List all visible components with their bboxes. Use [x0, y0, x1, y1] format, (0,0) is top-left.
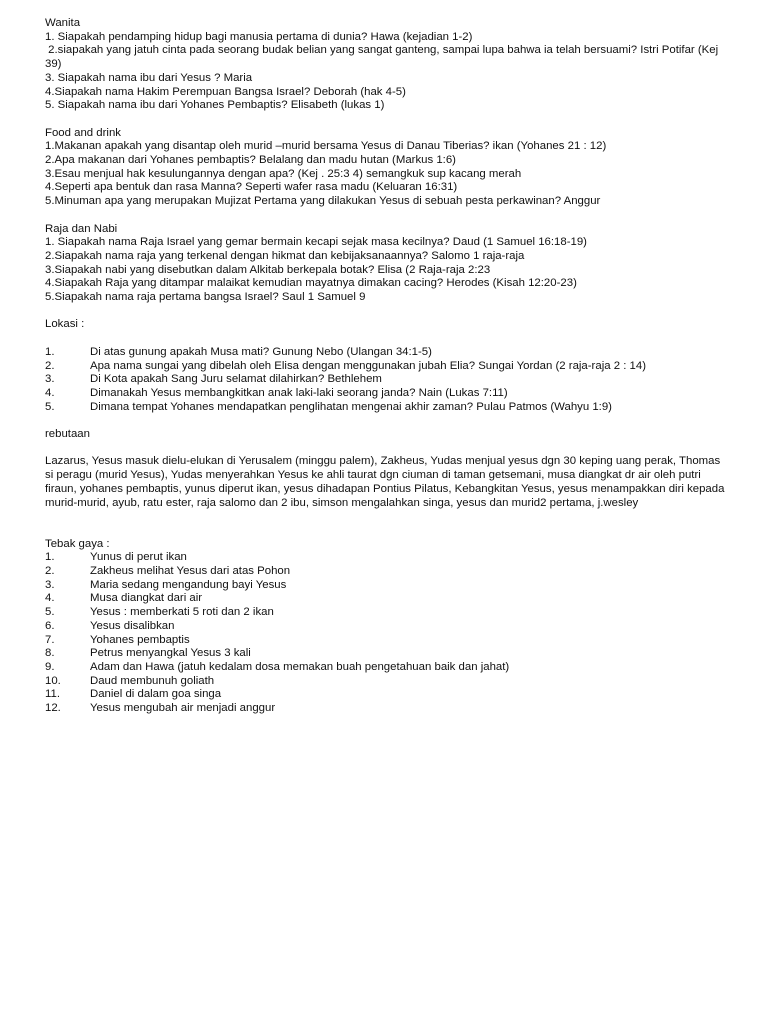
item-number: 8. — [45, 647, 55, 660]
question-line: 4.Siapakah nama Hakim Perempuan Bangsa Israel? Deborah (hak 4-5) — [45, 85, 406, 98]
item-text: Zakheus melihat Yesus dari atas Pohon — [90, 565, 291, 577]
spacer — [45, 113, 725, 127]
item-text: Petrus menyangkal Yesus 3 kali — [90, 647, 251, 660]
question-line: 3.Siapakah nabi yang disebutkan dalam Alkitab berkepala botak? Elisa (2 Raja-raja 2:23 — [45, 263, 491, 276]
section-heading-food: Food and drink — [45, 126, 121, 139]
question-line: 5. Siapakah nama ibu dari Yohanes Pembaptis? Elisabeth (lukas 1) — [45, 99, 385, 112]
list-item — [45, 373, 725, 387]
item-text: Yesus : memberkati 5 roti dan 2 ikan — [90, 606, 274, 619]
item-number: 1. — [45, 551, 55, 564]
item-number: 9. — [45, 660, 55, 673]
item-number: 12. — [45, 702, 61, 715]
section-heading-wanita: Wanita — [45, 17, 81, 29]
list-item — [45, 688, 725, 702]
item-text: Dimana tempat Yohanes mendapatkan penglihatan mengenai akhir zaman? Pulau Patmos (Wahyu 1:9) — [90, 400, 612, 413]
item-number: 2. — [45, 565, 55, 577]
list-item — [45, 401, 725, 415]
item-text: Yohanes pembaptis — [90, 633, 190, 646]
list-item — [45, 647, 725, 661]
item-text: Yunus di perut ikan — [90, 551, 187, 564]
item-number: 7. — [45, 633, 55, 646]
spacer — [45, 305, 725, 319]
list-item — [45, 579, 725, 593]
list-item — [45, 551, 725, 565]
list-item — [45, 346, 725, 360]
item-text: Di Kota apakah Sang Juru selamat dilahirkan? Bethlehem — [90, 373, 382, 386]
item-number: 4. — [45, 386, 55, 399]
question-line: 1. Siapakah pendamping hidup bagi manusia pertama di dunia? Hawa (kejadian 1-2) — [45, 30, 473, 43]
question-line: 3.Esau menjual hak kesulungannya dengan apa? (Kej . 25:3 4) semangkuk sup kacang merah — [45, 167, 522, 180]
item-number: 11. — [45, 688, 60, 701]
list-item — [45, 634, 725, 648]
item-number: 3. — [45, 373, 55, 386]
item-text: Yesus disalibkan — [90, 619, 175, 632]
list-item — [45, 360, 725, 374]
item-number: 1. — [45, 345, 55, 358]
item-text: Maria sedang mengandung bayi Yesus — [90, 578, 287, 591]
item-number: 2. — [45, 359, 55, 372]
rebutaan-paragraph: Lazarus, Yesus masuk dielu-elukan di Yerusalem (minggu palem), Zakheus, Yudas menjual yesus dgn 30 keping uang perak, Thomas si peragu (murid Yesus), Yudas menyerahkan Yesus ke ahli taurat dgn ciuman di taman getsemani, musa diangkat dr air oleh putri firaun, yohanes pembaptis, yunus diperut ikan, yesus dihadapan Pontius Pilatus, Kebangkitan Yesus, yesus menampakkan diri kepada murid-murid, ayub, ratu ester, raja salomo dan 2 ibu, simson mengalahkan singa, yesus dan murid2 pertama, j.wesley — [45, 455, 725, 509]
item-number: 5. — [45, 400, 55, 413]
item-text: Adam dan Hawa (jatuh kedalam dosa memakan buah pengetahuan baik dan jahat) — [90, 660, 510, 673]
section-heading-rebutaan: rebutaan — [45, 428, 90, 441]
item-text: Di atas gunung apakah Musa mati? Gunung Nebo (Ulangan 34:1-5) — [90, 345, 432, 358]
list-item — [45, 565, 725, 579]
spacer — [45, 510, 725, 524]
item-text: Musa diangkat dari air — [90, 592, 203, 605]
item-number: 4. — [45, 592, 55, 605]
item-number: 5. — [45, 606, 55, 619]
item-number: 10. — [45, 674, 61, 687]
question-line: 1. Siapakah nama Raja Israel yang gemar bermain kecapi sejak masa kecilnya? Daud (1 Samuel 16:18-19) — [45, 236, 587, 249]
spacer — [45, 332, 725, 346]
question-line: 3. Siapakah nama ibu dari Yesus ? Maria — [45, 71, 253, 84]
question-line: 2.Apa makanan dari Yohanes pembaptis? Belalang dan madu hutan (Markus 1:6) — [45, 154, 456, 167]
question-line: 2.Siapakah nama raja yang terkenal dengan hikmat dan kebijaksanaannya? Salomo 1 raja-raja — [45, 249, 525, 262]
list-item — [45, 675, 725, 689]
spacer — [45, 442, 725, 456]
item-text: Apa nama sungai yang dibelah oleh Elisa dengan menggunakan jubah Elia? Sungai Yordan (2 raja-raja 2 : 14) — [90, 359, 647, 372]
section-heading-tebak: Tebak gaya : — [45, 537, 110, 550]
question-line: 5.Siapakah nama raja pertama bangsa Israel? Saul 1 Samuel 9 — [45, 291, 366, 304]
spacer — [45, 209, 725, 223]
item-text: Daniel di dalam goa singa — [90, 688, 222, 701]
section-heading-raja: Raja dan Nabi — [45, 222, 118, 235]
list-item — [45, 592, 725, 606]
section-heading-lokasi: Lokasi : — [45, 318, 85, 331]
item-number: 3. — [45, 578, 55, 591]
question-line: 4.Seperti apa bentuk dan rasa Manna? Seperti wafer rasa madu (Keluaran 16:31) — [45, 181, 458, 194]
item-text: Daud membunuh goliath — [90, 674, 215, 687]
list-item — [45, 702, 725, 716]
list-item — [45, 661, 725, 675]
question-line: 5.Minuman apa yang merupakan Mujizat Pertama yang dilakukan Yesus di sebuah pesta perkawinan? Anggur — [45, 195, 601, 208]
item-text: Yesus mengubah air menjadi anggur — [90, 702, 276, 715]
question-line: 1.Makanan apakah yang disantap oleh murid –murid bersama Yesus di Danau Tiberias? ikan (Yohanes 21 : 12) — [45, 140, 607, 153]
question-line: 4.Siapakah Raja yang ditampar malaikat kemudian mayatnya dimakan cacing? Herodes (Kisah 12:20-23) — [45, 277, 577, 290]
spacer — [45, 524, 725, 538]
list-item — [45, 620, 725, 634]
item-text: Dimanakah Yesus membangkitkan anak laki-laki seorang janda? Nain (Lukas 7:11) — [90, 386, 508, 399]
item-number: 6. — [45, 619, 55, 632]
spacer — [45, 414, 725, 428]
list-item — [45, 387, 725, 401]
list-item — [45, 606, 725, 620]
question-line: 2.siapakah yang jatuh cinta pada seorang budak belian yang sangat ganteng, sampai lupa bahwa ia telah bersuami? Istri Potifar (Kej 39) — [45, 44, 722, 71]
document-page — [45, 17, 725, 716]
